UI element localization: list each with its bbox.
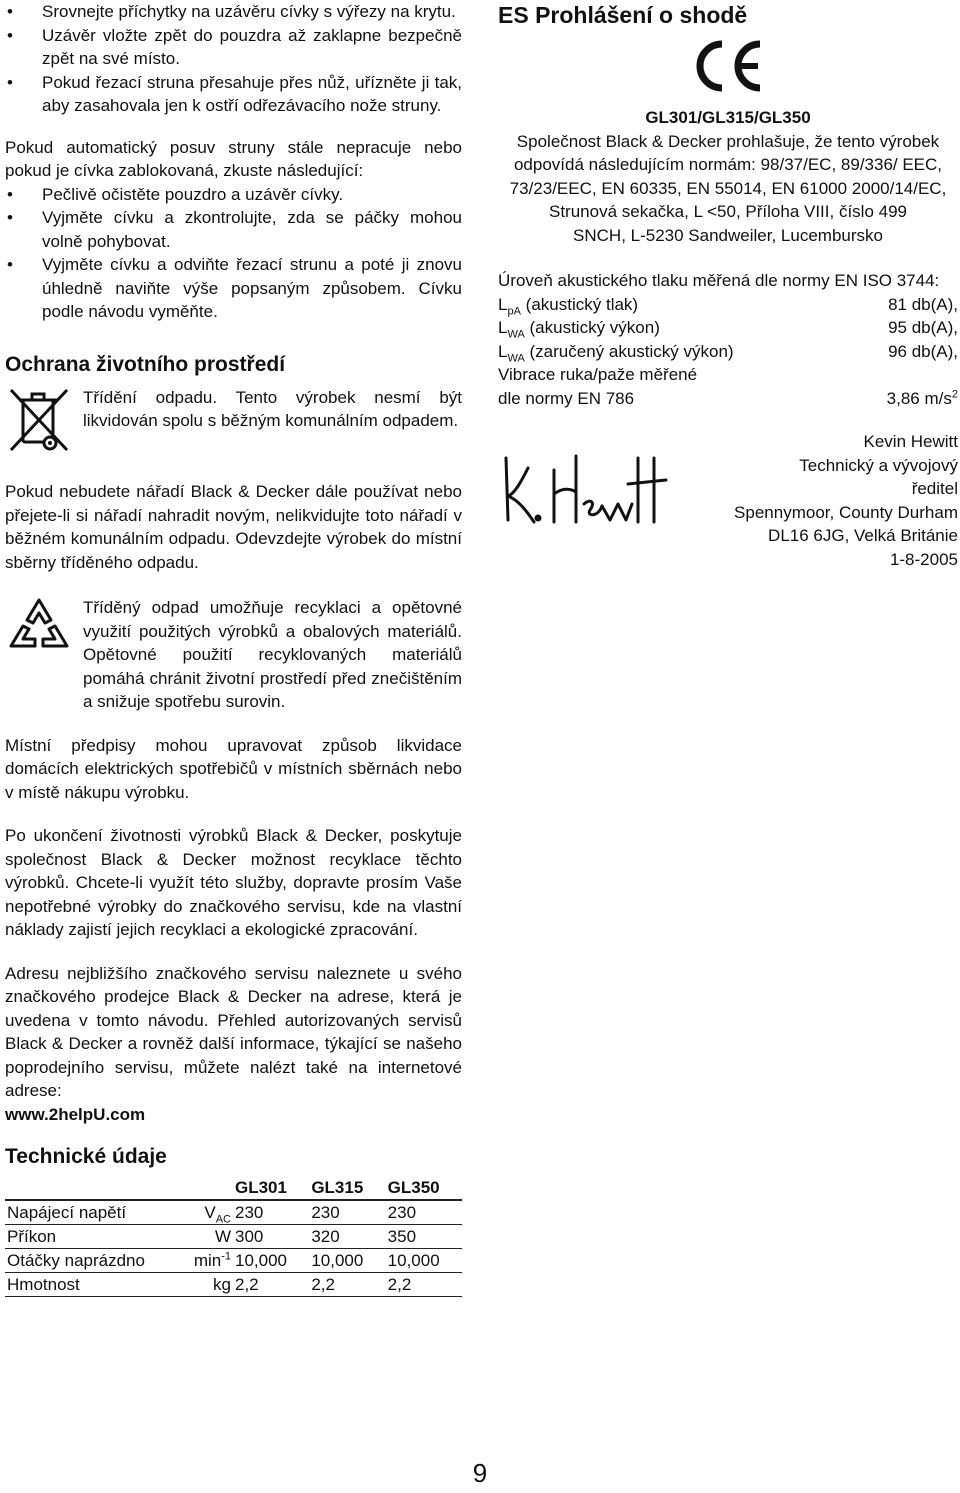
table-row xyxy=(5,1249,462,1273)
recycle-text: Tříděný odpad umožňuje recyklaci a opětovné využití použitých výrobků a obalových materiálů. Opětovné použití recyklovaných materiálů pomáhá chránit životní prostředí před znečištěním a snižuje spotřebu surovin. xyxy=(83,598,462,711)
noise-row: $L_{pA}$ (akustický tlak) 81 db(A), xyxy=(498,294,958,317)
right-column xyxy=(498,0,958,580)
row-label: Napájecí napětí xyxy=(7,1203,127,1222)
row-label: Příkon xyxy=(7,1227,57,1246)
recycle-block xyxy=(5,596,462,714)
vibration-row: dle normy EN 786 3,86 $m/s^2$ xyxy=(498,387,958,408)
local-rules-text: Místní předpisy mohou upravovat způsob likvidace domácích elektrických spotřebičů v místních sběrnách nebo v místě nákupu výrobku. xyxy=(5,735,462,802)
env-heading: Ochrana životního prostředí xyxy=(5,352,286,376)
service-text: Adresu nejbližšího značkového servisu naleznete u svého značkového prodejce Black & Decker na adrese, která je uvedena v tomto návodu. Přehled autorizovaných servisů Black & Decker a rovněž další informace, týkající se našeho poprodejního servisu, můžete nalézt také na internetové adrese: xyxy=(5,963,462,1100)
list-item: • Srovnejte příchytky na uzávěru cívky s výřezy na krytu. xyxy=(5,0,462,24)
crossed-bin-icon xyxy=(5,386,83,461)
model-numbers: GL301/GL315/GL350 xyxy=(645,108,811,127)
troubleshoot-list xyxy=(5,183,462,324)
row-value: 350 xyxy=(387,1227,417,1246)
signature-icon xyxy=(498,450,668,537)
location: DL16 6JG, Velká Británie xyxy=(768,526,958,545)
signature-block xyxy=(498,430,958,580)
row-label: Hmotnost xyxy=(7,1275,80,1294)
manufacturer-address: SNCH, L-5230 Sandweiler, Lucembursko xyxy=(573,225,883,245)
list-item: • Pečlivě očistěte pouzdro a uzávěr cívky. xyxy=(5,183,462,207)
sorting-text: Třídění odpadu. Tento výrobek nesmí být likvidován spolu s běžným komunálním odpadem. xyxy=(83,387,462,430)
row-value: 300 xyxy=(235,1227,264,1246)
end-of-life-text: Po ukončení životnosti výrobků Black & Decker, poskytuje společnost Black & Decker možnost recyklace těchto výrobků. Chcete-li využít této služby, dopravte prosím Vaše nepotřebné výrobky do značkového servisu, kde na vlastní náklady zajistí jejich recyklaci a ekologické zpracování. xyxy=(5,826,462,939)
row-unit: W xyxy=(214,1227,231,1246)
row-value: 2,2 xyxy=(235,1275,259,1294)
row-label: Otáčky naprázdno xyxy=(7,1251,145,1270)
table-header-cell: GL315 xyxy=(311,1178,364,1197)
list-item: • Vyjměte cívku a odviňte řezací strunu a poté ji znovu úhledně naviňte výše popsaným způsobem. Cívku podle návodu vyměňte. xyxy=(5,253,462,324)
noise-intro: Úroveň akustického tlaku měřená dle normy EN ISO 3744: xyxy=(498,271,940,290)
row-value: 320 xyxy=(311,1227,340,1246)
row-value: 230 xyxy=(387,1203,417,1222)
row-value: 10,000 xyxy=(387,1251,440,1270)
noise-row: $L_{WA}$ (akustický výkon) 95 db(A), xyxy=(498,318,958,341)
location: Spennymoor, County Durham xyxy=(734,502,958,522)
row-value: 2,2 xyxy=(387,1275,412,1294)
row-unit: kg xyxy=(213,1275,231,1294)
row-unit: $\min^{-1}$ xyxy=(193,1250,231,1270)
signatory-title: Technický a vývojový xyxy=(799,455,958,475)
row-unit: $V_{AC}$ xyxy=(204,1203,231,1226)
tech-table xyxy=(5,1176,462,1297)
tech-heading: Technické údaje xyxy=(5,1145,167,1168)
table-header-cell: GL350 xyxy=(387,1178,440,1197)
table-row xyxy=(5,1225,462,1249)
signatory-title: ředitel xyxy=(911,479,958,498)
list-item: • Pokud řezací struna přesahuje přes nůž, uřízněte ji tak, aby zasahovala jen k ostří odřezávacího nože struny. xyxy=(5,71,462,118)
recycle-icon xyxy=(5,596,83,667)
vibration-label: Vibrace ruka/paže měřené xyxy=(498,365,698,384)
table-row xyxy=(5,1273,462,1297)
declaration-text: Společnost Black & Decker prohlašuje, že tento výrobek odpovídá následujícím normám: 98/37/EC, 89/336/ EEC, 73/23/EEC, EN 60335, EN 55014, EN 61000 2000/14/EC, Strunová sekačka, L <50, Příloha VIII, číslo 499 xyxy=(509,131,947,221)
troubleshoot-intro: Pokud automatický posuv struny stále nepracuje nebo pokud je cívka zablokovaná, zkuste následující: xyxy=(5,137,462,180)
disposal-text: Pokud nebudete nářadí Black & Decker dále používat nebo přejete-li si nářadí nahradit novým, nelikvidujte toto nářadí v běžném komunálním odpadu. Odevzdejte výrobek do místní sběrny tříděného odpadu. xyxy=(5,482,462,572)
service-url[interactable]: www.2helpU.com xyxy=(5,1104,146,1124)
row-value: 230 xyxy=(311,1203,340,1222)
table-row xyxy=(5,1200,462,1225)
tech-table-header xyxy=(5,1176,462,1200)
ce-mark-icon xyxy=(498,36,958,98)
row-value: 2,2 xyxy=(311,1275,335,1294)
date: 1-8-2005 xyxy=(889,549,958,569)
left-column xyxy=(5,0,462,1297)
page-number: 9 xyxy=(472,1458,488,1488)
table-header-cell xyxy=(169,1176,233,1200)
list-item: • Uzávěr vložte zpět do pouzdra až zaklapne bezpečně zpět na své místo. xyxy=(5,24,462,71)
declaration-heading: ES Prohlášení o shodě xyxy=(498,2,748,28)
spool-reassembly-list xyxy=(5,0,462,118)
noise-table xyxy=(498,293,958,411)
row-value: 10,000 xyxy=(235,1251,287,1270)
row-value: 10,000 xyxy=(311,1251,364,1270)
row-value: 230 xyxy=(235,1203,264,1222)
table-header-cell xyxy=(5,1176,169,1200)
list-item: • Vyjměte cívku a zkontrolujte, zda se páčky mohou volně pohybovat. xyxy=(5,206,462,253)
table-header-cell: GL301 xyxy=(235,1178,287,1197)
sorting-block xyxy=(5,386,462,461)
noise-row: $L_{WA}$ (zaručený akustický výkon) 96 db(A), xyxy=(498,341,958,364)
signatory-name: Kevin Hewitt xyxy=(863,432,958,451)
